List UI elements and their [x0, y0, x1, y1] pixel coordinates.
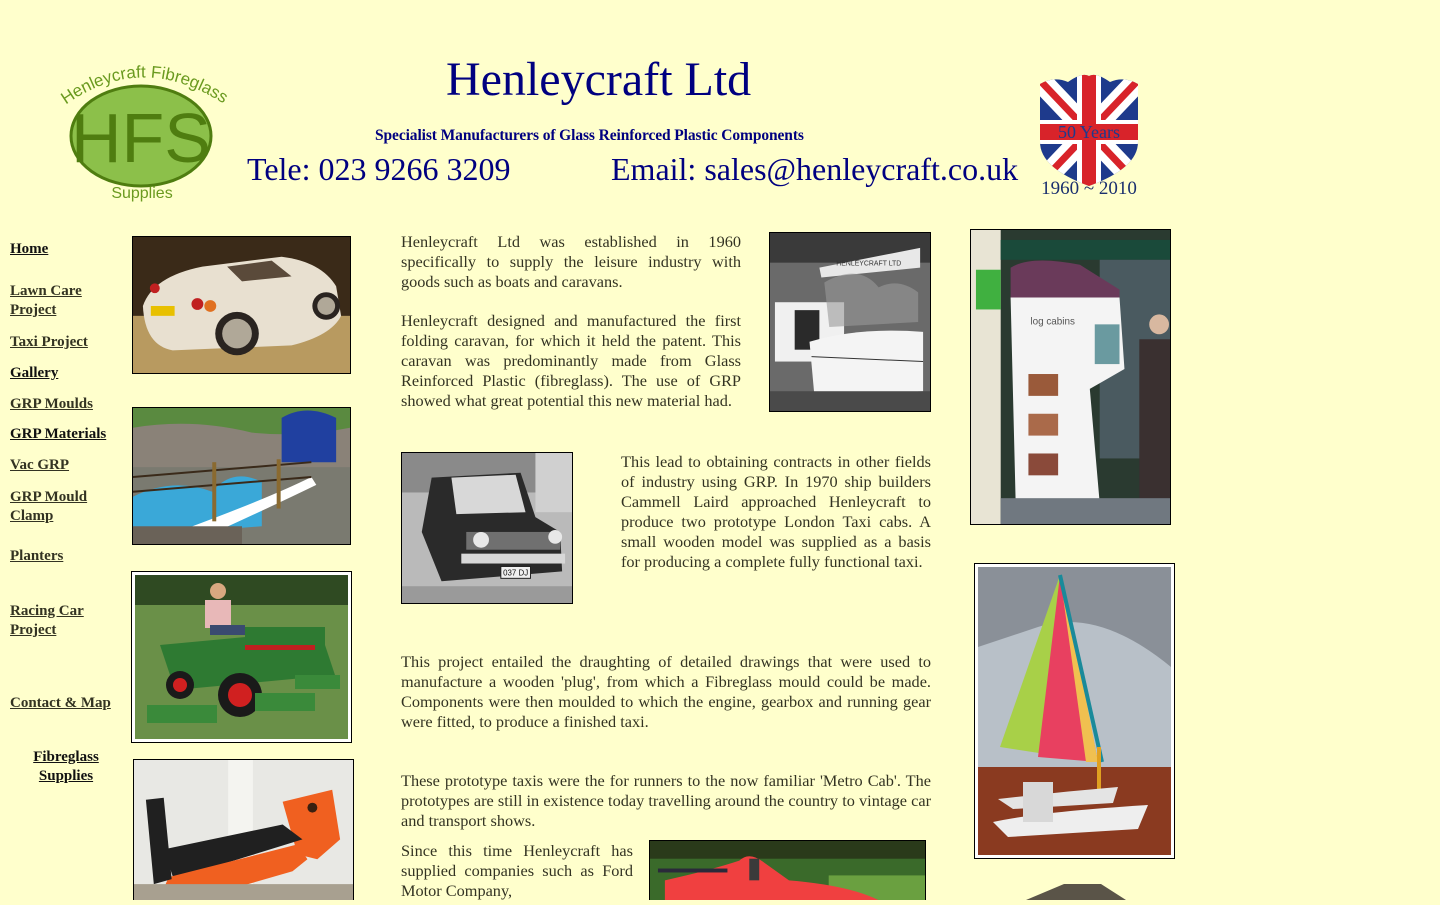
nav-grp-mould-clamp[interactable]: GRP Mould Clamp: [10, 489, 88, 524]
nav-contact-map[interactable]: Contact & Map: [10, 695, 111, 711]
svg-text:037 DJ: 037 DJ: [503, 568, 529, 578]
metro-cab-paragraph: These prototype taxis were the for runners to the now familiar 'Metro Cab'. The prototypes are still in existence today travelling around the country to vintage car and transport shows.: [401, 771, 931, 830]
nav-taxi-project[interactable]: Taxi Project: [10, 334, 88, 350]
nav-fibreglass-supplies[interactable]: Fibreglass Supplies: [33, 749, 99, 784]
sailboat-catamaran-photo: [974, 563, 1175, 859]
svg-text:HENLEYCRAFT LTD: HENLEYCRAFT LTD: [836, 260, 902, 268]
pool-grotto-photo: [132, 407, 351, 545]
logo-monogram: HFS: [71, 99, 211, 177]
nav-grp-moulds[interactable]: GRP Moulds: [10, 396, 93, 412]
folding-caravan-exhibition-photo: [769, 232, 931, 412]
nav-racing-car-project[interactable]: Racing Car Project: [10, 603, 84, 638]
plug-paragraph: This project entailed the draughting of detailed drawings that were used to manufacture a wooden 'plug', from which a Fibreglass mould could be made. Components were then moulded to which the engine, gearbox and running gear were fitted, to produce a finished taxi.: [401, 652, 931, 731]
clients-paragraph: Since this time Henleycraft has supplied companies such as Ford Motor Company,: [401, 841, 633, 900]
svg-text:1960 ~ 2010: 1960 ~ 2010: [1041, 178, 1137, 199]
anniversary-badge: [1032, 72, 1146, 200]
email-address[interactable]: Email: sales@henleycraft.co.uk: [611, 151, 1019, 187]
orange-seat-photo: [133, 759, 354, 900]
tagline: Specialist Manufacturers of Glass Reinforced Plastic Components: [375, 127, 804, 144]
svg-text:log cabins: log cabins: [1030, 316, 1075, 328]
red-racing-car-photo: [649, 840, 926, 900]
partial-photo-bottom-right: [1026, 882, 1126, 900]
nav-planters[interactable]: Planters: [10, 548, 64, 564]
logo-subtitle: Supplies: [111, 185, 173, 202]
intro-paragraph: Henleycraft Ltd was established in 1960 specifically to supply the leisure industry with goods such as boats and caravans.: [401, 232, 741, 291]
nav-gallery[interactable]: Gallery: [10, 365, 59, 381]
prototype-taxi-photo: [401, 452, 573, 604]
white-sports-car-photo: [132, 236, 351, 374]
svg-text:Henleycraft Fibreglass: Henleycraft Fibreglass: [57, 62, 230, 108]
phone-number: Tele: 023 9266 3209: [247, 151, 511, 187]
svg-text:50 Years: 50 Years: [1057, 122, 1121, 142]
nav-vac-grp[interactable]: Vac GRP: [10, 457, 70, 473]
hfs-logo: [52, 58, 230, 206]
nav-grp-materials[interactable]: GRP Materials: [10, 426, 107, 442]
nav-lawn-care-project[interactable]: Lawn Care Project: [10, 283, 82, 318]
nav-home[interactable]: Home: [10, 241, 49, 257]
taxi-contract-paragraph: This lead to obtaining contracts in other fields of industry using GRP. In 1970 ship builders Cammell Laird approached Henleycraft to produce two prototype London Taxi cabs. A small wooden model was supplied as a basis for producing a complete fully functional taxi.: [621, 452, 931, 571]
caravan-paragraph: Henleycraft designed and manufactured the first folding caravan, for which it held the patent. This caravan was predominantly made from Glass Reinforced Plastic (fibreglass). The use of GRP showed what great potential this new material had.: [401, 311, 741, 410]
lawn-mower-tractor-photo: [131, 571, 352, 743]
log-cabins-kiosk-photo: [970, 229, 1171, 525]
page-title: Henleycraft Ltd: [446, 53, 752, 106]
